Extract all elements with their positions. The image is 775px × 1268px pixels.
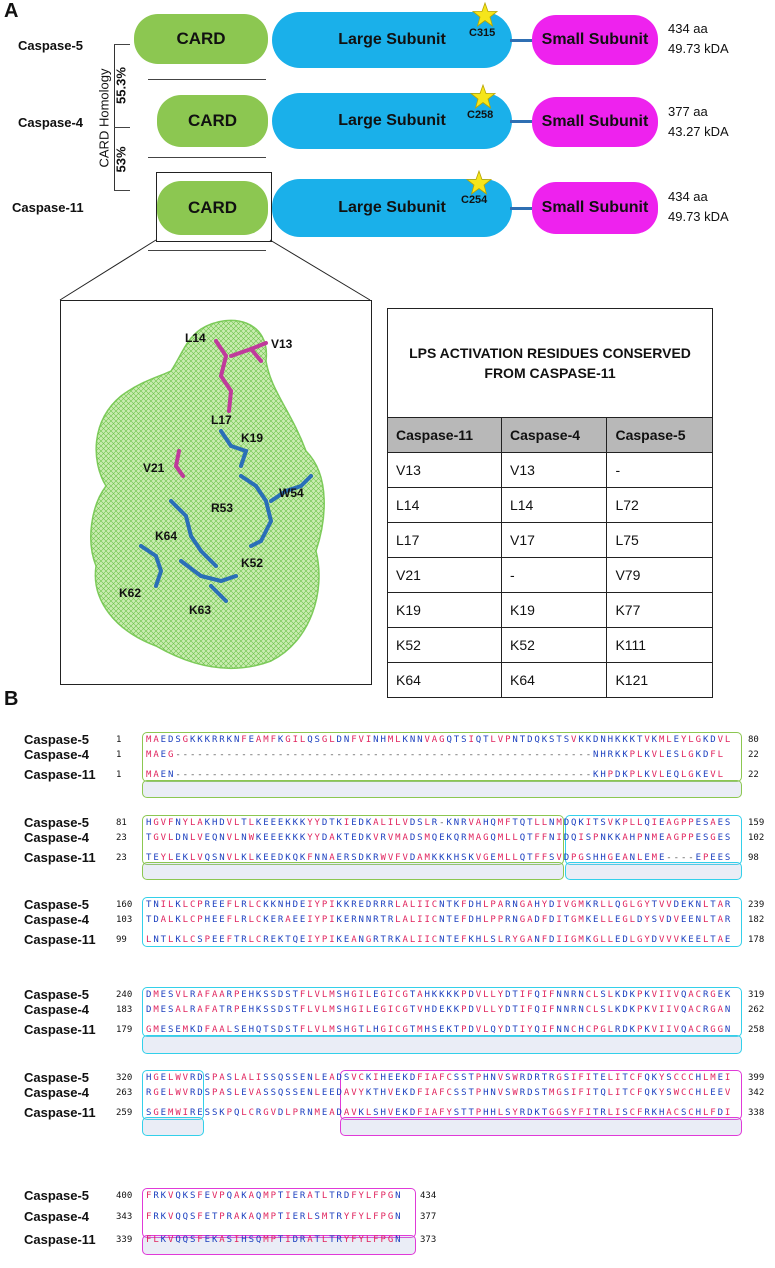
residue-k62-label: K62 xyxy=(119,586,142,600)
large-subunit-box-casp11 xyxy=(565,862,742,880)
alignment-sequence: TGVLDNLVEQNVLNWKEEEKKKYYDAKTEDKVRVMADSMQEKQRMAGQMLLQTFFNIDQISPNKKAHPNMEAGPPESGES xyxy=(146,833,733,843)
table-row xyxy=(388,523,713,558)
alignment-sequence: MAEDSGKKKRRKNFEAMFKGILQSGLDNFVINHMLKNNVAGQTSIQTLVPNTDQKSTSVKKDNHKKKTVKMLEYLGKDVL xyxy=(146,735,733,745)
table-title-line1: LPS ACTIVATION RESIDUES CONSERVED xyxy=(409,345,691,361)
table-cell: L14 xyxy=(501,488,606,523)
alignment-end-number: 377 xyxy=(420,1212,437,1222)
card-homology-label: CARD Homology xyxy=(96,68,112,168)
caspase5-card-domain: CARD xyxy=(134,14,268,64)
table-cell: K52 xyxy=(501,628,606,663)
residue-w54-label: W54 xyxy=(279,486,304,500)
caspase11-large-subunit: Large Subunit xyxy=(272,179,512,237)
panel-b-letter: B xyxy=(4,688,19,710)
alignment-row-label: Caspase-11 xyxy=(24,767,96,782)
alignment-row-label: Caspase-11 xyxy=(24,850,96,865)
alignment-row-label: Caspase-5 xyxy=(24,732,90,747)
table-row xyxy=(388,453,713,488)
alignment-end-number: 22 xyxy=(748,750,759,760)
zoom-lines xyxy=(0,0,775,310)
alignment-sequence: FLKVQQSFEKASIHSQMPTIDRATLTRYFYLFPGN xyxy=(146,1235,403,1245)
residue-k63-label: K63 xyxy=(189,603,212,617)
caspase11-cysteine-label: C254 xyxy=(461,194,488,206)
alignment-sequence: HGVFNYLAKHDVLTLKEEEKKKYYDTKIEDKALILVDSLR-KNRVAHQMFTQTLLNMDQKITSVKPLLQIEAGPPESAES xyxy=(146,818,733,828)
table-row xyxy=(388,628,713,663)
table-cell: V21 xyxy=(388,558,502,593)
alignment-row-label: Caspase-5 xyxy=(24,987,90,1002)
residue-k19-label: K19 xyxy=(241,431,264,445)
alignment-row-label: Caspase-4 xyxy=(24,1002,90,1017)
panel-a-letter: A xyxy=(4,0,19,22)
caspase4-small-subunit: Small Subunit xyxy=(532,97,658,147)
table-cell: - xyxy=(501,558,606,593)
caspase5-cysteine-label: C315 xyxy=(469,27,496,39)
table-cell: L17 xyxy=(388,523,502,558)
caspase5-label: Caspase-5 xyxy=(18,38,84,53)
alignment-sequence: DMESALRAFATRPEHKSSDSTFLVLMSHGILEGICGTVHDEKKPDVLLYDTIFQIFNNRNCLSLKDKPKVIIVQACRGAN xyxy=(146,1005,733,1015)
alignment-sequence: LNTLKLCSPEEFTRLCREKTQEIYPIKEANGRTRKALIICNTEFKHLSLRYGANFDIIGMKGLLEDLGYDVVVKEELTAE xyxy=(146,935,733,945)
alignment-end-number: 102 xyxy=(748,833,765,843)
alignment-end-number: 262 xyxy=(748,1005,765,1015)
table-cell: K64 xyxy=(501,663,606,698)
alignment-row-label: Caspase-11 xyxy=(24,1022,96,1037)
table-cell: K64 xyxy=(388,663,502,698)
alignment-start-number: 179 xyxy=(116,1025,133,1035)
table-cell: V79 xyxy=(607,558,713,593)
large-subunit-box-casp11 xyxy=(142,1035,742,1054)
table-cell: V13 xyxy=(501,453,606,488)
alignment-end-number: 373 xyxy=(420,1235,437,1245)
alignment-row-label: Caspase-4 xyxy=(24,1209,90,1224)
table-row xyxy=(388,558,713,593)
caspase11-card-domain: CARD xyxy=(157,181,268,235)
caspase5-small-subunit: Small Subunit xyxy=(532,15,658,65)
caspase4-cysteine-label: C258 xyxy=(467,109,494,121)
alignment-end-number: 178 xyxy=(748,935,765,945)
residue-r53-label: R53 xyxy=(211,501,234,515)
caspase5-large-subunit: Large Subunit xyxy=(272,12,512,68)
homology-53-label: 53% xyxy=(113,146,129,173)
alignment-end-number: 338 xyxy=(748,1108,765,1118)
alignment-row-label: Caspase-5 xyxy=(24,815,90,830)
table-cell: K121 xyxy=(607,663,713,698)
residue-v21-label: V21 xyxy=(143,461,165,475)
alignment-sequence: TDALKLCPHEEFLRLCKERAEEIYPIKERNNRTRLALIICNTEFDHLPPRNGADFDITGMKELLEGLDYSVDVEENLTAR xyxy=(146,915,733,925)
alignment-end-number: 434 xyxy=(420,1191,437,1201)
alignment-row-label: Caspase-5 xyxy=(24,1188,90,1203)
alignment-start-number: 320 xyxy=(116,1073,133,1083)
alignment-start-number: 81 xyxy=(116,818,127,828)
alignment-start-number: 23 xyxy=(116,853,127,863)
alignment-start-number: 240 xyxy=(116,990,133,1000)
alignment-row-label: Caspase-4 xyxy=(24,1085,90,1100)
caspase4-card-domain: CARD xyxy=(157,95,268,147)
alignment-end-number: 98 xyxy=(748,853,759,863)
table-title-line2: FROM CASPASE-11 xyxy=(484,365,616,381)
alignment-start-number: 339 xyxy=(116,1235,133,1245)
alignment-row-label: Caspase-4 xyxy=(24,747,90,762)
residue-l14-label: L14 xyxy=(185,331,206,345)
table-header-casp4: Caspase-4 xyxy=(501,418,606,453)
caspase4-kda: 43.27 kDA xyxy=(668,124,729,139)
lps-residues-table xyxy=(387,308,713,698)
caspase11-label: Caspase-11 xyxy=(12,200,84,215)
table-cell: - xyxy=(607,453,713,488)
alignment-start-number: 1 xyxy=(116,770,122,780)
caspase5-aa: 434 aa xyxy=(668,21,708,36)
alignment-sequence: SGEMWIRESSKPQLCRGVDLPRNMEADAVKLSHVEKDFIAFYSTTPHHLSYRDKTGGSYFITRLISCFRKHACSCHLFDI xyxy=(146,1108,733,1118)
table-cell: K77 xyxy=(607,593,713,628)
table-cell: K19 xyxy=(388,593,502,628)
alignment-row-label: Caspase-4 xyxy=(24,830,90,845)
caspase11-small-subunit: Small Subunit xyxy=(532,182,658,234)
residue-k64-label: K64 xyxy=(155,529,178,543)
alignment-end-number: 342 xyxy=(748,1088,765,1098)
small-subunit-box-casp11 xyxy=(340,1117,742,1136)
alignment-end-number: 319 xyxy=(748,990,765,1000)
caspase4-large-subunit: Large Subunit xyxy=(272,93,512,149)
alignment-start-number: 1 xyxy=(116,750,122,760)
table-header-casp11: Caspase-11 xyxy=(388,418,502,453)
table-cell: V13 xyxy=(388,453,502,488)
alignment-row-label: Caspase-5 xyxy=(24,897,90,912)
card-domain-box-casp11 xyxy=(142,862,564,880)
caspase11-aa: 434 aa xyxy=(668,189,708,204)
alignment-sequence: RGELWVRDSPASLEVASSQSSENLEEDAVYKTHVEKDFIAFCSSTPHNVSWRDSTMGSIFITQLITCFQKYSWCCHLEEV xyxy=(146,1088,733,1098)
alignment-row-label: Caspase-5 xyxy=(24,1070,90,1085)
alignment-sequence: MAEG---------------------------------------------------------NHRKKPLKVLESLGKDFL xyxy=(146,750,725,760)
table-title xyxy=(388,309,713,418)
homology-55-label: 55.3% xyxy=(113,67,129,104)
caspase4-aa: 377 aa xyxy=(668,104,708,119)
alignment-start-number: 103 xyxy=(116,915,133,925)
alignment-start-number: 99 xyxy=(116,935,127,945)
alignment-sequence: FRKVQKSFEVPQAKAQMPTIERATLTRDFYLFPGN xyxy=(146,1191,403,1201)
card-structure-panel xyxy=(60,300,372,685)
table-cell: K19 xyxy=(501,593,606,628)
alignment-end-number: 80 xyxy=(748,735,759,745)
alignment-sequence: GMESEMKDFAALSEHQTSDSTFLVLMSHGTLHGICGTMHSEKTPDVLQYDTIYQIFNNCHCPGLRDKPKVIIVQACRGGN xyxy=(146,1025,733,1035)
table-header-casp5: Caspase-5 xyxy=(607,418,713,453)
table-cell: L75 xyxy=(607,523,713,558)
alignment-start-number: 259 xyxy=(116,1108,133,1118)
alignment-sequence: MAEN---------------------------------------------------------KHPDKPLKVLEQLGKEVL xyxy=(146,770,725,780)
table-cell: V17 xyxy=(501,523,606,558)
alignment-row-label: Caspase-11 xyxy=(24,932,96,947)
alignment-sequence: DMESVLRAFAARPEHKSSDSTFLVLMSHGILEGICGTAHKKKKPDVLLYDTIFQIFNNRNCLSLKDKPKVIIVQACRGEK xyxy=(146,990,733,1000)
alignment-row-label: Caspase-4 xyxy=(24,912,90,927)
alignment-row-label: Caspase-11 xyxy=(24,1232,96,1247)
caspase11-kda: 49.73 kDA xyxy=(668,209,729,224)
alignment-end-number: 258 xyxy=(748,1025,765,1035)
table-row xyxy=(388,593,713,628)
table-row xyxy=(388,663,713,698)
alignment-row-label: Caspase-11 xyxy=(24,1105,96,1120)
caspase5-kda: 49.73 kDA xyxy=(668,41,729,56)
alignment-sequence: FRKVQQSFETPRAKAQMPTIERLSMTRYFYLFPGN xyxy=(146,1212,403,1222)
alignment-start-number: 23 xyxy=(116,833,127,843)
alignment-start-number: 160 xyxy=(116,900,133,910)
residue-v13-label: V13 xyxy=(271,337,293,351)
table-row xyxy=(388,488,713,523)
alignment-sequence: TEYLEKLVQSNVLKLKEEDKQKFNNAERSDKRWVFVDAMKKKHSKVGEMLLQTFFSVDPGSHHGEANLEME----EPEES xyxy=(146,853,733,863)
caspase4-label: Caspase-4 xyxy=(18,115,84,130)
table-cell: K52 xyxy=(388,628,502,663)
alignment-end-number: 239 xyxy=(748,900,765,910)
table-cell: K111 xyxy=(607,628,713,663)
residue-k52-label: K52 xyxy=(241,556,264,570)
large-subunit-box-casp11 xyxy=(142,1117,204,1136)
alignment-end-number: 399 xyxy=(748,1073,765,1083)
table-cell: L72 xyxy=(607,488,713,523)
alignment-end-number: 22 xyxy=(748,770,759,780)
alignment-start-number: 263 xyxy=(116,1088,133,1098)
alignment-start-number: 400 xyxy=(116,1191,133,1201)
residue-l17-label: L17 xyxy=(211,413,232,427)
alignment-start-number: 1 xyxy=(116,735,122,745)
table-cell: L14 xyxy=(388,488,502,523)
card-mesh-surface xyxy=(61,301,371,684)
alignment-end-number: 159 xyxy=(748,818,765,828)
alignment-start-number: 343 xyxy=(116,1212,133,1222)
alignment-sequence: TNILKLCPREEFLRLCKKNHDEIYPIKKREDRRRLALIICNTKFDHLPARNGAHYDIVGMKRLLQGLGYTVVDEKNLTAR xyxy=(146,900,733,910)
alignment-start-number: 183 xyxy=(116,1005,133,1015)
alignment-end-number: 182 xyxy=(748,915,765,925)
card-domain-box-casp11 xyxy=(142,780,742,798)
alignment-sequence: HGELWVRDSPASLALISSQSSENLEADSVCKIHEEKDFIAFCSSTPHNVSWRDRTRGSIFITELITCFQKYSCCCHLMEI xyxy=(146,1073,733,1083)
